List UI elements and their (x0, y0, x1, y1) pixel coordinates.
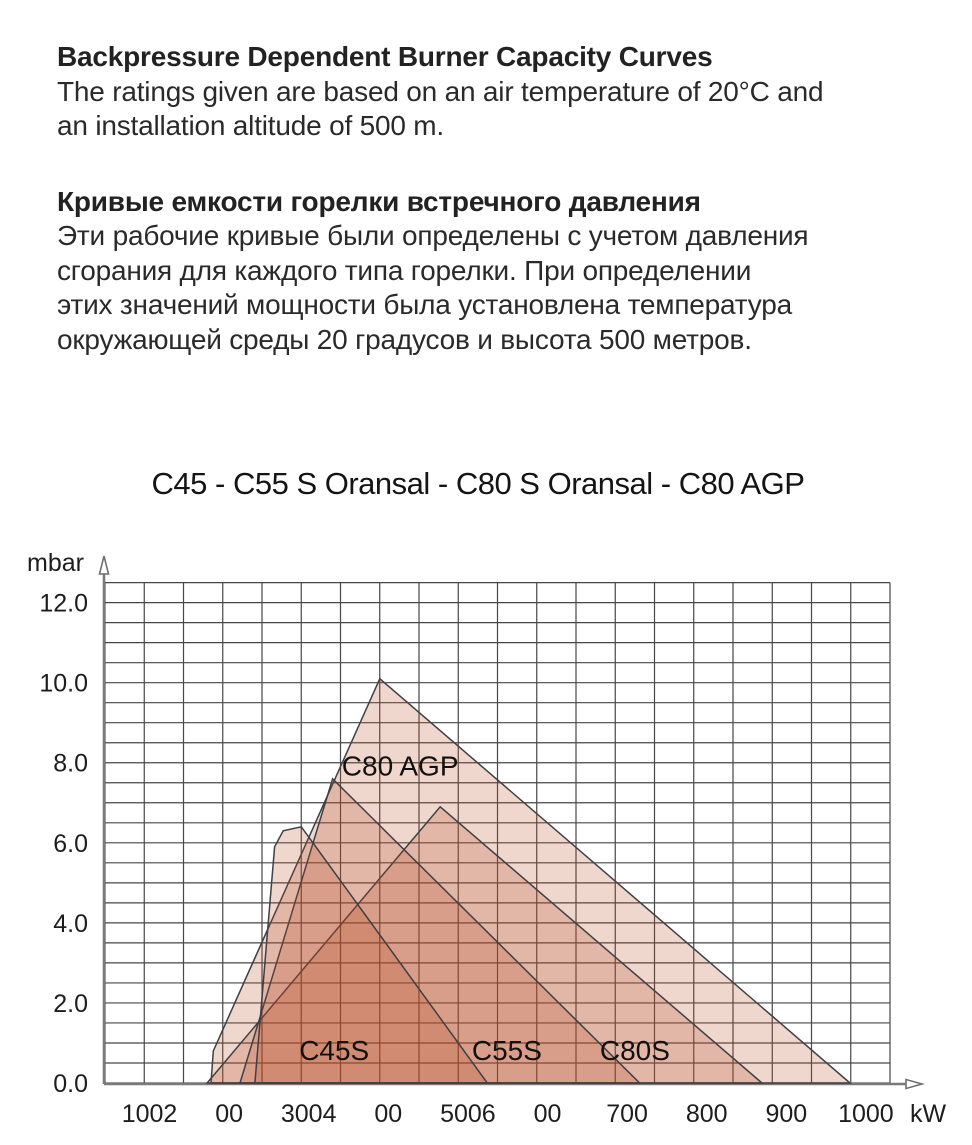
y-unit-label: mbar (27, 549, 84, 577)
body-russian-line-4: окружающей среды 20 градусов и высота 500 метров. (57, 323, 752, 355)
chart-title: C45 - C55 S Oransal - C80 S Oransal - C80 AGP (151, 466, 805, 501)
y-tick-label: 2.0 (53, 989, 88, 1018)
x-tick-label: 1000 (838, 1100, 894, 1128)
body-english-line-1: The ratings given are based on an air temperature of 20°C and (57, 75, 824, 107)
y-tick-label: 4.0 (53, 909, 88, 938)
x-tick-label: 00 (374, 1100, 403, 1128)
heading-russian: Кривые емкости горелки встречного давления (57, 185, 701, 217)
series-label-c55s: C55S (471, 1034, 542, 1066)
x-tick-label: 5006 (440, 1100, 496, 1128)
body-russian-line-1: Эти рабочие кривые были определены с учетом давления (57, 220, 809, 251)
body-russian-line-2: сгорания для каждого типа горелки. При определении (57, 254, 752, 286)
x-tick-label: 3004 (280, 1100, 337, 1128)
series-label-c80-agp: C80 AGP (341, 750, 459, 782)
x-tick-label: 00 (215, 1100, 244, 1128)
y-tick-label: 10.0 (39, 669, 88, 698)
series-label-c45s: C45S (299, 1034, 370, 1066)
x-tick-label: 00 (533, 1100, 562, 1128)
body-russian-line-3: этих значений мощности была установлена температура (57, 289, 792, 320)
y-tick-label: 6.0 (53, 829, 88, 858)
x-unit-label: kW (910, 1100, 947, 1128)
y-tick-label: 12.0 (39, 589, 88, 618)
x-axis-arrow-icon (906, 1080, 922, 1089)
body-english-line-2: an installation altitude of 500 m. (57, 110, 445, 141)
y-tick-label: 8.0 (53, 749, 88, 778)
x-tick-label: 700 (606, 1100, 648, 1128)
x-tick-label: 1002 (121, 1100, 178, 1128)
x-tick-label: 800 (685, 1100, 728, 1128)
y-axis-arrow-icon (100, 556, 109, 574)
y-tick-label: 0.0 (53, 1070, 88, 1098)
series-label-c80s: C80S (599, 1034, 670, 1066)
heading-english: Backpressure Dependent Burner Capacity Curves (57, 41, 713, 72)
x-tick-label: 900 (765, 1100, 808, 1128)
